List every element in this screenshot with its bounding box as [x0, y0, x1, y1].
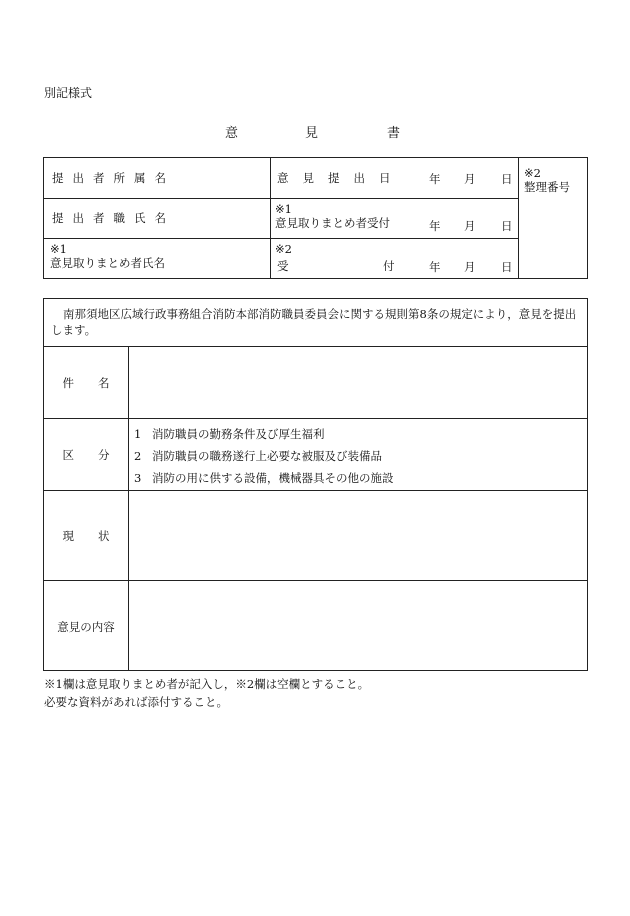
divider — [518, 158, 519, 278]
title-char: 見 — [305, 126, 319, 141]
day-label: 日 — [501, 219, 513, 233]
note: ※1欄は意見取りまとめ者が記入し，※2欄は空欄とすること。 — [44, 677, 370, 691]
management-number-label: 整理番号 — [524, 180, 570, 194]
submitter-affiliation-label: 提出者所属名 — [52, 171, 175, 185]
divider — [44, 418, 587, 419]
category-label: 区 分 — [62, 448, 110, 462]
submit-date-label: 意見提出日 — [277, 171, 405, 185]
category-option: 2 消防職員の職務遂行上必要な被服及び装備品 — [134, 449, 382, 463]
title-char: 書 — [387, 126, 401, 141]
title-char: 意 — [225, 126, 239, 141]
divider — [270, 158, 271, 278]
category-option: 1 消防職員の勤務条件及び厚生福利 — [134, 427, 325, 441]
year-label: 年 — [429, 219, 441, 233]
receipt-char: 受 — [277, 259, 289, 273]
month-label: 月 — [464, 172, 476, 186]
divider — [44, 346, 587, 347]
current-status-label: 現 状 — [62, 529, 110, 543]
divider — [44, 238, 518, 239]
mark-1: ※1 — [50, 242, 67, 256]
receipt-char: 付 — [383, 259, 395, 273]
category-option: 3 消防の用に供する設備，機械器具その他の施設 — [134, 471, 394, 485]
submitter-name-label: 提出者職氏名 — [52, 211, 175, 225]
collector-name-label: 意見取りまとめ者氏名 — [50, 256, 165, 270]
month-label: 月 — [464, 260, 476, 274]
year-label: 年 — [429, 260, 441, 274]
day-label: 日 — [501, 172, 513, 186]
subject-label: 件 名 — [62, 376, 110, 390]
opinion-content-label: 意見の内容 — [57, 620, 115, 634]
divider — [44, 580, 587, 581]
intro-text: 南那須地区広域行政事務組合消防本部消防職員委員会に関する規則第8条の規定により，意見を提出します。 — [51, 307, 577, 337]
divider — [44, 198, 518, 199]
note: 必要な資料があれば添付すること。 — [44, 695, 228, 709]
form-label: 別記様式 — [44, 86, 93, 100]
month-label: 月 — [464, 219, 476, 233]
mark-2: ※2 — [275, 242, 292, 256]
divider — [44, 490, 587, 491]
day-label: 日 — [501, 260, 513, 274]
divider — [128, 346, 129, 670]
mark-2: ※2 — [524, 166, 541, 180]
opinion-table — [43, 298, 588, 671]
mark-1: ※1 — [275, 202, 292, 216]
collector-receipt-label: 意見取りまとめ者受付 — [275, 216, 390, 230]
year-label: 年 — [429, 172, 441, 186]
header-table — [43, 157, 588, 279]
